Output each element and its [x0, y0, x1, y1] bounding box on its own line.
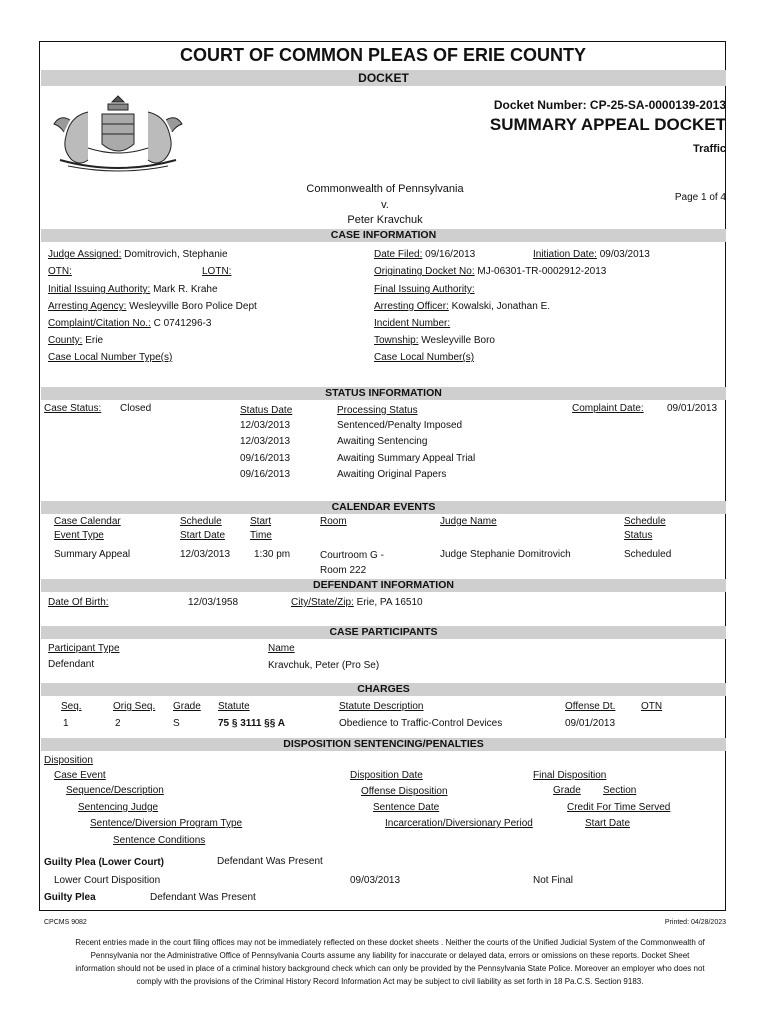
status-row: 12/03/2013 [240, 436, 291, 447]
lower-court-disposition-date: 09/03/2013 [350, 875, 401, 886]
charge-offense-date: 09/01/2013 [565, 718, 616, 729]
city-state-zip: City/State/Zip: Erie, PA 16510 [291, 597, 423, 608]
guilty-plea: Guilty Plea [44, 892, 96, 903]
township: Township: Wesleyville Boro [374, 335, 495, 346]
calendar-event-type-header: Case Calendar [54, 516, 121, 527]
offense-disposition-label: Offense Disposition [361, 786, 448, 797]
judge-assigned: Judge Assigned: Domitrovich, Stephanie [48, 249, 228, 260]
form-id: CPCMS 9082 [44, 919, 87, 926]
complaint-date-value: 09/01/2013 [667, 403, 718, 414]
docket-band: DOCKET [41, 70, 726, 86]
initiation-date: Initiation Date: 09/03/2013 [533, 249, 650, 260]
participant-name: Kravchuk, Peter (Pro Se) [268, 660, 380, 671]
final-disposition-label: Final Disposition [533, 770, 607, 781]
county: County: Erie [48, 335, 104, 346]
calendar-start-date: 12/03/2013 [180, 549, 231, 560]
calendar-start-date-header: Schedule [180, 516, 222, 527]
credit-time-served-label: Credit For Time Served [567, 802, 671, 813]
docket-type: SUMMARY APPEAL DOCKET [489, 115, 726, 134]
participant-type-header: Participant Type [48, 643, 120, 654]
calendar-status: Scheduled [624, 549, 672, 560]
caption-versus: v. [381, 199, 389, 211]
page-indicator: Page 1 of 4 [674, 192, 726, 203]
charge-grade: S [173, 718, 180, 729]
charges-band: CHARGES [41, 683, 726, 696]
status-row: 12/03/2013 [240, 420, 291, 431]
initial-issuing-authority: Initial Issuing Authority: Mark R. Krahe [48, 284, 218, 295]
lower-court-final: Not Final [533, 875, 574, 886]
arresting-officer: Arresting Officer: Kowalski, Jonathan E. [374, 301, 551, 312]
case-status: Case Status: [44, 403, 102, 414]
calendar-start-time: 1:30 pm [254, 549, 291, 560]
status-row: 09/16/2013 [240, 469, 291, 480]
status-information-band: STATUS INFORMATION [41, 387, 726, 400]
arresting-agency: Arresting Agency: Wesleyville Boro Police Dept [48, 301, 257, 312]
charge-seq-header: Seq. [61, 701, 82, 712]
guilty-plea-presence: Defendant Was Present [150, 892, 256, 903]
start-date-label: Start Date [585, 818, 631, 829]
calendar-start-date-header: Start Date [180, 530, 226, 541]
disposition-band: DISPOSITION SENTENCING/PENALTIES [41, 738, 726, 751]
status-row: Sentenced/Penalty Imposed [337, 420, 463, 431]
otn-label: OTN: [48, 266, 72, 277]
status-row: Awaiting Original Papers [337, 469, 447, 480]
case-participants-band: CASE PARTICIPANTS [41, 626, 726, 639]
grade-label: Grade [553, 785, 581, 796]
calendar-status-header: Schedule [624, 516, 666, 527]
status-row: Awaiting Sentencing [337, 436, 428, 447]
charge-seq: 1 [63, 718, 69, 729]
caption-plaintiff: Commonwealth of Pennsylvania [306, 183, 464, 195]
defendant-information-band: DEFENDANT INFORMATION [41, 579, 726, 592]
docket-number: Docket Number: CP-25-SA-0000139-2013 [493, 98, 726, 112]
status-row: Awaiting Summary Appeal Trial [337, 453, 476, 464]
charge-otn-header: OTN [641, 701, 663, 712]
sentence-date-label: Sentence Date [373, 802, 440, 813]
case-local-numbers: Case Local Number(s) [374, 352, 475, 363]
calendar-judge-header: Judge Name [440, 516, 497, 527]
processing-status-header: Processing Status [337, 405, 418, 416]
dob-value: 12/03/1958 [188, 597, 239, 608]
calendar-start-time-header: Start [250, 516, 272, 527]
originating-docket: Originating Docket No: MJ-06301-TR-0002912-2013 [374, 266, 607, 277]
date-filed: Date Filed: 09/16/2013 [374, 249, 476, 260]
lower-court-disposition: Lower Court Disposition [54, 875, 161, 886]
sentence-program-type-label: Sentence/Diversion Program Type [90, 818, 243, 829]
case-event-label: Case Event [54, 770, 106, 781]
charge-grade-header: Grade [173, 701, 201, 712]
caption-defendant: Peter Kravchuk [347, 214, 423, 226]
sentencing-judge-label: Sentencing Judge [78, 802, 159, 813]
calendar-event-type-header: Event Type [54, 530, 104, 541]
guilty-plea-lower-court-presence: Defendant Was Present [217, 856, 323, 867]
calendar-event-type: Summary Appeal [54, 549, 131, 560]
dob-label: Date Of Birth: [48, 597, 109, 608]
disposition-date-label: Disposition Date [350, 770, 423, 781]
charge-orig-seq: 2 [115, 718, 121, 729]
calendar-start-time-header: Time [250, 530, 272, 541]
complaint-citation: Complaint/Citation No.: C 0741296-3 [48, 318, 212, 329]
incarceration-period-label: Incarceration/Diversionary Period [385, 818, 533, 829]
pennsylvania-seal-icon [48, 92, 188, 174]
status-date-header: Status Date [240, 405, 293, 416]
charge-description-header: Statute Description [339, 701, 424, 712]
incident-number: Incident Number: [374, 318, 451, 329]
disposition-label: Disposition [44, 755, 93, 766]
printed-date: Printed: 04/28/2023 [664, 919, 726, 926]
disclaimer-notice: Recent entries made in the court filing offices may not be immediately reflected on these docket sheets . Neither the courts of the Unified Judicial System of the Commonwealth of Pennsylvania nor the Administrative Office of Pennsylvania Courts assume any liability for inaccurate or delayed data, errors or omissions on these reports. Docket Sheet information should not be used in place of a criminal history background check which can only be provided by the Pennsylvania State Police. Moreover an employer who does not comply with the provisions of the Criminal History Record Information Act may be subject to civil liability as set forth in 18 Pa.C.S. Section 9183. [75, 938, 705, 986]
charge-statute-header: Statute [218, 701, 250, 712]
charge-statute: 75 § 3111 §§ A [218, 718, 285, 729]
case-local-number-types: Case Local Number Type(s) [48, 352, 173, 363]
sequence-description-label: Sequence/Description [66, 785, 164, 796]
sentence-conditions-label: Sentence Conditions [113, 835, 206, 846]
calendar-room: Courtroom G - [320, 550, 384, 561]
charge-description: Obedience to Traffic-Control Devices [339, 718, 503, 729]
calendar-events-band: CALENDAR EVENTS [41, 501, 726, 514]
participant-type: Defendant [48, 659, 95, 670]
participant-name-header: Name [268, 643, 295, 654]
complaint-date-label: Complaint Date: [572, 403, 644, 414]
court-title: COURT OF COMMON PLEAS OF ERIE COUNTY [179, 45, 586, 65]
calendar-judge: Judge Stephanie Domitrovich [440, 549, 571, 560]
section-label: Section [603, 785, 637, 796]
calendar-room-header: Room [320, 516, 347, 527]
calendar-status-header: Status [624, 530, 653, 541]
case-status-value: Closed [120, 403, 152, 414]
case-information-band: CASE INFORMATION [41, 229, 726, 242]
charge-offense-date-header: Offense Dt. [565, 701, 616, 712]
calendar-room: Room 222 [320, 565, 367, 576]
final-issuing-authority: Final Issuing Authority: [374, 284, 475, 295]
status-row: 09/16/2013 [240, 453, 291, 464]
guilty-plea-lower-court: Guilty Plea (Lower Court) [44, 857, 165, 868]
lotn-label: LOTN: [202, 266, 232, 277]
case-category: Traffic [692, 143, 726, 155]
charge-orig-seq-header: Orig Seq. [113, 701, 156, 712]
